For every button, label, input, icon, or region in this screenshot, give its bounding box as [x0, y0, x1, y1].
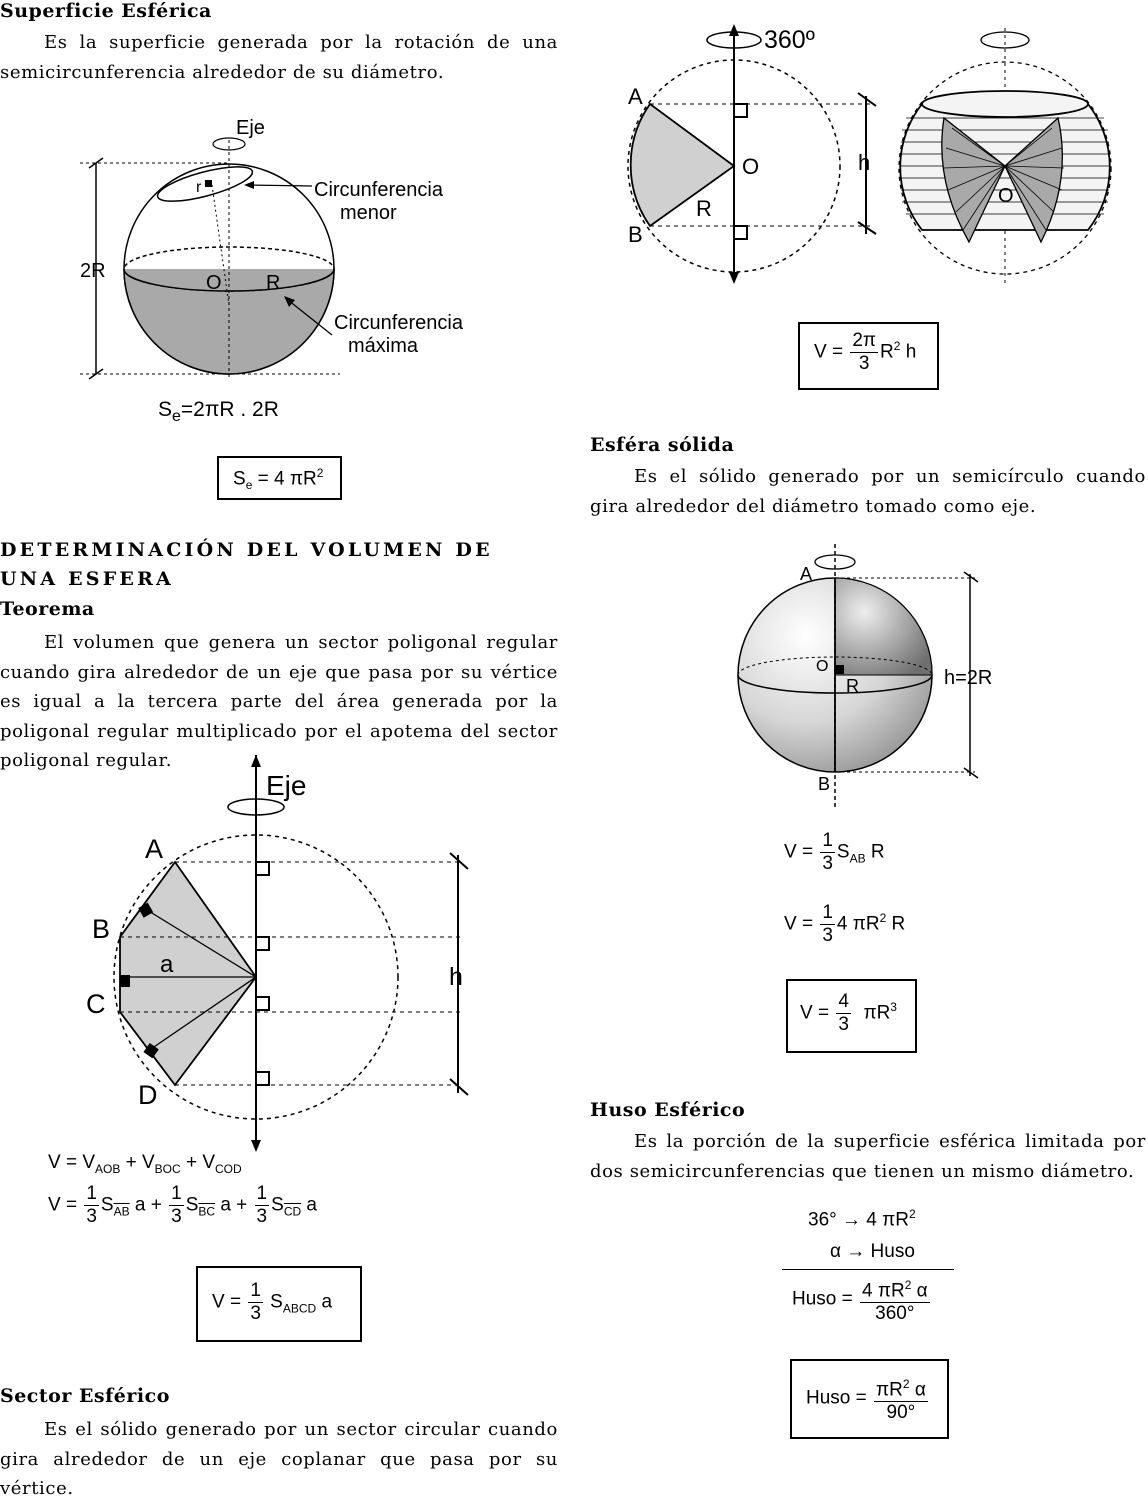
paragraph-huso: Es la porción de la superficie esférica limitada por dos semicircunferencias que tienen un mismo diámetro.: [590, 1131, 1146, 1182]
vertex-a-label: A: [145, 834, 164, 864]
height-h-label: h: [449, 963, 463, 991]
menor-label-2: menor: [340, 202, 397, 224]
vertex-c-label: C: [86, 989, 106, 1019]
section-title-superficie: Superficie Esférica: [0, 0, 212, 22]
solid-a-label: A: [800, 564, 813, 584]
volume-result-box: V = $\frac{1}{3}$ $S_{ABCD}$ a: [196, 1266, 362, 1342]
maxima-label-1: Circunferencia: [334, 312, 463, 334]
vertex-b-label: B: [92, 914, 111, 944]
huso-result-box: Huso = $\frac{\pi R^2 \alpha}{90^\circ}$: [790, 1359, 949, 1439]
degree-label: 360º: [764, 26, 815, 54]
maxima-label-2: máxima: [348, 335, 419, 357]
sector-h-label: h: [858, 150, 871, 175]
polygonal-sector-figure: [0, 755, 520, 1155]
surface-formula: $S_e=2\pi R$ . 2R: [158, 398, 279, 426]
paragraph-teorema: El volumen que genera un sector poligonal regular cuando gira alrededor de un eje que pasa por su vértice es igual a la tercera parte del área generada por la poligonal regular multiplicado por el apotema del sector poligonal regular.: [0, 632, 558, 771]
sector-b-label: B: [628, 222, 643, 247]
solid-b-label: B: [818, 774, 831, 794]
volume-expanded-formula: V = $\frac{1}{3}$ $S_{\overline{AB}}$ a + $\frac{1}{3}$ $S_{\overline{BC}}$ a + $\frac{1}{3}$ $S_{\overline{CD}}$ a: [48, 1183, 318, 1227]
r-label: r: [196, 179, 202, 196]
solid-volume-formula-1: V = $\frac{1}{3}$ $S_{AB}$ R: [784, 830, 885, 874]
huso-formula: Huso = $\frac{4 \pi R^2 \alpha}{360^\circ}$: [792, 1274, 932, 1325]
solid-r-label: R: [846, 676, 859, 696]
sector-volume-box: V = $\frac{2\pi}{3}$ $R^2$ h: [798, 322, 939, 390]
sector-a-label: A: [628, 84, 643, 109]
vertex-d-label: D: [138, 1080, 158, 1110]
sector-r-label: R: [696, 196, 712, 221]
paragraph-superficie: Es la superficie generada por la rotación de una semicircunferencia alrededor de su diámetro.: [0, 32, 558, 83]
menor-label-1: Circunferencia: [314, 179, 443, 201]
section-title-sector: Sector Esférico: [0, 1385, 170, 1407]
section-title-esfera-solida: Esféra sólida: [590, 434, 735, 456]
section-title-volumen: DETERMINACIÓN DEL VOLUMEN DE UNA ESFERA: [0, 539, 493, 590]
solid-volume-formula-2: V = $\frac{1}{3}$ 4 $\pi R^2$ R: [784, 902, 906, 946]
center-o-label: O: [206, 272, 222, 294]
eje-label-2: Eje: [266, 770, 307, 801]
huso-proportion-1: 36° → 4 $\pi R^2$: [808, 1207, 916, 1231]
section-title-huso: Huso Esférico: [590, 1099, 746, 1121]
sphere-surface-figure: [0, 110, 520, 440]
apothem-a-label: a: [160, 951, 174, 978]
paragraph-sector: Es el sólido generado por un sector circular cuando gira alrededor de un eje coplanar que pasa por su vértice.: [0, 1419, 558, 1499]
eje-label: Eje: [236, 117, 265, 139]
two-r-label: 2R: [80, 260, 106, 282]
radius-r-label: R: [266, 272, 281, 294]
volume-sum-formula: $V = V_{AOB} + V_{BOC} + V_{COD}$: [48, 1152, 242, 1176]
solid-h-label: h=2R: [944, 667, 993, 689]
solid-sphere-figure: [720, 540, 1020, 820]
spherical-sector-figure: [622, 18, 1142, 318]
paragraph-esfera-solida: Es el sólido generado por un semicírculo cuando gira alrededor del diámetro tomado como eje.: [590, 466, 1146, 517]
solid-o-label: O: [816, 658, 829, 675]
sector-o-label: O: [742, 154, 760, 179]
subtitle-teorema: Teorema: [0, 598, 95, 620]
solid-volume-box: V = $\frac{4}{3}$ $\pi R^3$: [786, 979, 917, 1053]
sector-o2-label: O: [998, 185, 1014, 207]
surface-result-box: $S_e = 4$ $\pi R^2$: [217, 456, 342, 500]
proportion-divider: [782, 1269, 954, 1270]
huso-proportion-2: α → Huso: [830, 1241, 915, 1262]
